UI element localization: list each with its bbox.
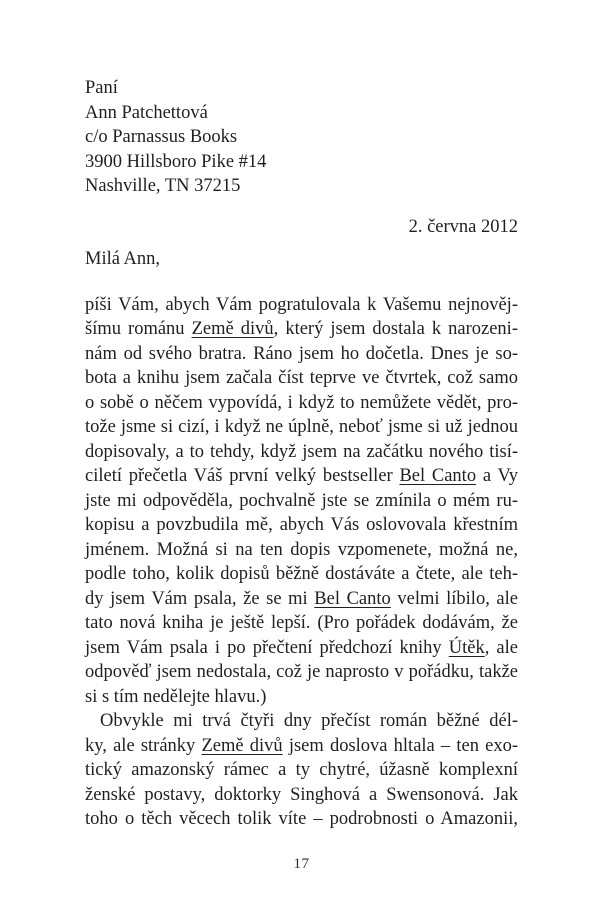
letter-date: 2. června 2012 bbox=[408, 216, 518, 237]
body-text: velmi líbilo, ale bbox=[390, 588, 518, 609]
body-line bbox=[85, 807, 518, 832]
body-text: ženské postavy, doktorky Singhová a Swensonová. Jak bbox=[85, 784, 518, 805]
address-line-salutation-title: Paní bbox=[85, 78, 118, 98]
book-title: Bel Canto bbox=[314, 588, 391, 609]
body-line bbox=[85, 783, 518, 808]
body-line bbox=[85, 538, 518, 563]
body-line bbox=[85, 464, 518, 489]
body-text: odpověď jsem nedostala, což je naprosto v pořádku, takže bbox=[85, 662, 518, 682]
body-text: jménem. Možná si na ten dopis vzpomenete, možná ne, bbox=[85, 539, 518, 560]
body-line bbox=[85, 293, 518, 318]
body-text: jsem Vám psala i po přečtení předchozí knihy bbox=[85, 637, 449, 658]
body-text: jsem doslova hltala – ten exo- bbox=[282, 735, 518, 756]
body-text: nám od svého bratra. Ráno jsem ho dočetla. Dnes je so- bbox=[85, 343, 518, 364]
letter-body bbox=[85, 293, 518, 832]
paragraph bbox=[85, 709, 518, 832]
body-line bbox=[85, 758, 518, 783]
body-line bbox=[85, 513, 518, 538]
body-line bbox=[85, 391, 518, 416]
body-text: dy jsem Vám psala, že se mi bbox=[85, 588, 315, 609]
address-line-name: Ann Patchettová bbox=[85, 102, 208, 123]
book-title: Země divů bbox=[201, 735, 283, 756]
body-text: a Vy bbox=[476, 466, 519, 486]
salutation: Milá Ann, bbox=[85, 249, 161, 269]
address-line-street: 3900 Hillsboro Pike #14 bbox=[85, 151, 267, 172]
body-text: šímu románu bbox=[85, 319, 192, 339]
body-line bbox=[85, 709, 518, 734]
body-text: ky, ale stránky bbox=[85, 735, 202, 756]
body-text: píši Vám, abych Vám pogratulovala k Vašemu nejnověj- bbox=[85, 294, 518, 315]
body-text: , který jsem dostala k narozeni- bbox=[273, 319, 518, 339]
body-line bbox=[85, 317, 518, 342]
page-number: 17 bbox=[293, 856, 310, 872]
body-text: si s tím nedělejte hlavu.) bbox=[85, 686, 267, 707]
body-text: dopisovaly, a to tehdy, když jsem na začátku nového tisí- bbox=[85, 441, 518, 462]
body-text: podle toho, kolik dopisů běžně dostáváte a čtete, ale teh- bbox=[85, 564, 518, 584]
book-title: Země divů bbox=[191, 319, 274, 339]
body-text: kopisu a povzbudila mě, abych Vás oslovovala křestním bbox=[85, 515, 518, 535]
body-line bbox=[85, 611, 518, 636]
address-line-city: Nashville, TN 37215 bbox=[85, 176, 241, 196]
body-text: toho o těch věcech tolik víte – podrobnosti o Amazonii, bbox=[85, 809, 518, 829]
body-text: jste mi odpověděla, pochvalně jste se zmínila o mém ru- bbox=[85, 490, 518, 511]
body-line bbox=[85, 734, 518, 759]
body-text: Obvykle mi trvá čtyři dny přečíst román běžné dél- bbox=[100, 711, 518, 731]
recipient-address bbox=[85, 76, 518, 199]
body-text: tický amazonský rámec a ty chytré, úžasně komplexní bbox=[85, 760, 518, 780]
body-text: o sobě o něčem vypovídá, i když to nemůžete vědět, pro- bbox=[85, 392, 518, 413]
body-line bbox=[85, 562, 518, 587]
body-line bbox=[85, 685, 518, 710]
body-text: tože jsme si cizí, i když ne úplně, neboť jsme si už jednou bbox=[85, 417, 518, 437]
body-line bbox=[85, 587, 518, 612]
paragraph bbox=[85, 293, 518, 710]
body-line bbox=[85, 440, 518, 465]
body-line bbox=[85, 366, 518, 391]
address-line-care-of: c/o Parnassus Books bbox=[85, 127, 238, 147]
body-line bbox=[85, 489, 518, 514]
letter bbox=[85, 76, 518, 832]
body-line bbox=[85, 660, 518, 685]
body-line bbox=[85, 415, 518, 440]
body-text: , ale bbox=[484, 637, 518, 658]
body-text: ciletí přečetla Váš první velký bestseller bbox=[85, 466, 400, 486]
body-line bbox=[85, 342, 518, 367]
book-title: Útěk bbox=[448, 637, 485, 658]
body-line bbox=[85, 636, 518, 661]
body-text: tato nová kniha je ještě lepší. (Pro pořádek dodávám, že bbox=[85, 613, 518, 633]
book-title: Bel Canto bbox=[399, 466, 477, 486]
body-text: bota a knihu jsem začala číst teprve ve čtvrtek, což samo bbox=[85, 368, 518, 388]
